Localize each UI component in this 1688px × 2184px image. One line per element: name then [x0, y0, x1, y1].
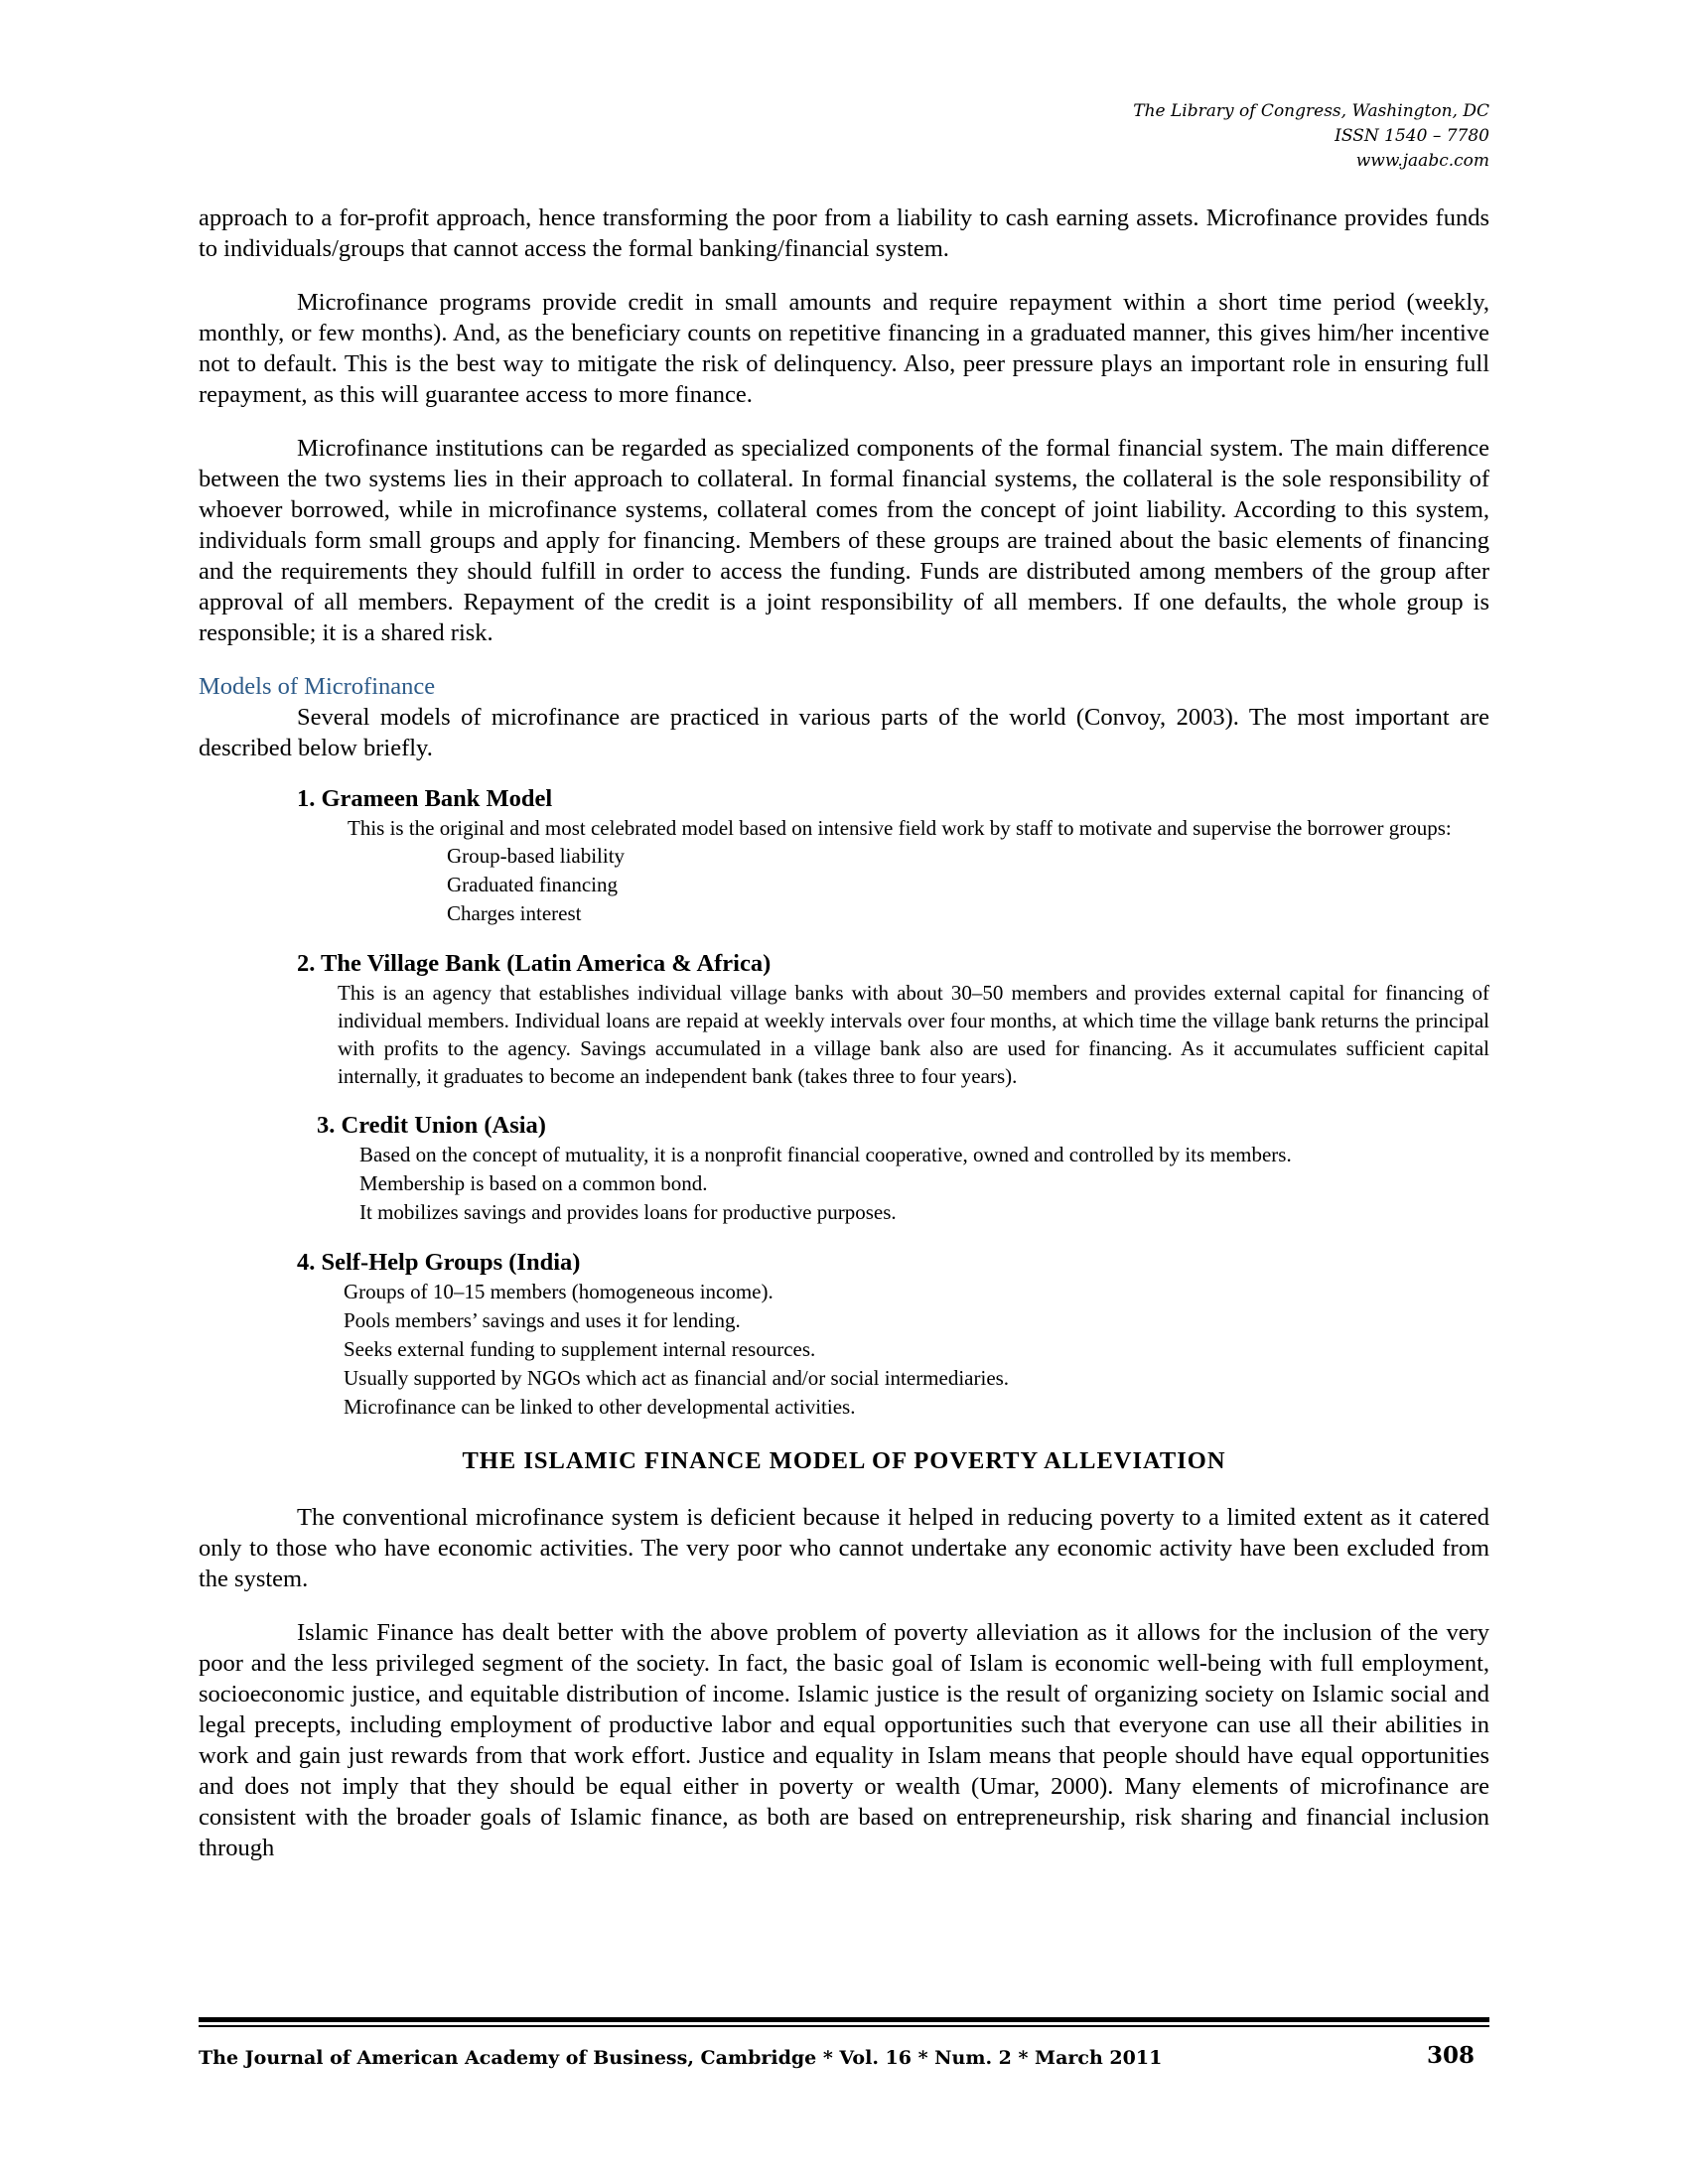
- model-feature: Charges interest: [447, 901, 582, 925]
- header-website: www.jaabc.com: [1355, 151, 1489, 171]
- model-feature: Seeks external funding to supplement internal resources.: [344, 1337, 816, 1361]
- running-footer: [199, 2042, 1489, 2071]
- model-description: This is an agency that establishes individual village banks with about 30–50 members and provides external capital for financing of individual members. Individual loans are repaid at weekly intervals over four months, at which time the village bank returns the principal with profits to the agency. Savings accumulated in a village bank also are used for financing. As it accumulates sufficient capital internally, it graduates to become an independent bank (takes three to four years).: [338, 981, 1489, 1088]
- header-issn: ISSN 1540 – 7780: [1335, 126, 1489, 146]
- footer-journal-info: The Journal of American Academy of Business, Cambridge * Vol. 16 * Num. 2 * March 2011: [199, 2047, 1163, 2069]
- paragraph: Microfinance institutions can be regarded as specialized components of the formal financial system. The main difference between the two systems lies in their approach to collateral. In formal financial systems, the collateral is the sole responsibility of whoever borrowed, while in microfinance systems, collateral comes from the concept of joint liability. According to this system, individuals form small groups and apply for financing. Members of these groups are trained about the basic elements of financing and the requirements they should fulfill in order to access the funding. Funds are distributed among members of the group after approval of all members. Repayment of the credit is a joint responsibility of all members. If one defaults, the whole group is responsible; it is a shared risk.: [199, 435, 1489, 646]
- model-credit-union: [199, 1111, 1489, 1227]
- model-feature: It mobilizes savings and provides loans for productive purposes.: [359, 1200, 897, 1224]
- paragraph: Microfinance programs provide credit in small amounts and require repayment within a short time period (weekly, monthly, or few months). And, as the beneficiary counts on repetitive financing in a graduated manner, this gives him/her incentive not to default. This is the best way to mitigate the risk of delinquency. Also, peer pressure plays an important role in ensuring full repayment, as this will guarantee access to more finance.: [199, 289, 1489, 408]
- body-text: [199, 203, 1489, 1886]
- model-feature: Groups of 10–15 members (homogeneous income).: [344, 1280, 774, 1303]
- model-feature: Usually supported by NGOs which act as financial and/or social intermediaries.: [344, 1366, 1010, 1390]
- section-heading-islamic-finance: THE ISLAMIC FINANCE MODEL OF POVERTY ALLEVIATION: [462, 1447, 1226, 1474]
- model-feature: Based on the concept of mutuality, it is a nonprofit financial cooperative, owned and controlled by its members.: [359, 1143, 1292, 1166]
- footer-rule-thick: [199, 2017, 1489, 2022]
- model-grameen: [199, 784, 1489, 928]
- model-title: 1. Grameen Bank Model: [297, 785, 553, 812]
- model-feature: Group-based liability: [447, 844, 626, 868]
- document-page: [199, 0, 1489, 2184]
- paragraph: Islamic Finance has dealt better with the above problem of poverty alleviation as it allows for the inclusion of the very poor and the less privileged segment of the society. In fact, the basic goal of Islam is economic well-being with full employment, socioeconomic justice, and equitable distribution of income. Islamic justice is the result of organizing society on Islamic social and legal precepts, including employment of productive labor and equal opportunities such that everyone can use all their abilities in work and gain just rewards from that work effort. Justice and equality in Islam means that people should have equal opportunities and does not imply that they should be equal either in poverty or wealth (Umar, 2000). Many elements of microfinance are consistent with the broader goals of Islamic finance, as both are based on entrepreneurship, risk sharing and financial inclusion through: [199, 1619, 1489, 1861]
- model-title: 2. The Village Bank (Latin America & Africa): [297, 950, 772, 977]
- page-number: 308: [1426, 2042, 1475, 2069]
- model-title: 4. Self-Help Groups (India): [297, 1249, 581, 1276]
- header-publisher: The Library of Congress, Washington, DC: [1133, 101, 1489, 121]
- paragraph: Several models of microfinance are practiced in various parts of the world (Convoy, 2003). The most important are described below briefly.: [199, 704, 1489, 761]
- model-feature: Graduated financing: [447, 873, 619, 896]
- model-title: 3. Credit Union (Asia): [317, 1112, 546, 1139]
- model-feature: Pools members’ savings and uses it for lending.: [344, 1308, 741, 1332]
- model-village-bank: [199, 949, 1489, 1090]
- running-header: [1133, 99, 1489, 174]
- model-description: This is the original and most celebrated model based on intensive field work by staff to motivate and supervise the borrower groups:: [348, 816, 1452, 840]
- model-self-help-groups: [199, 1248, 1489, 1422]
- model-feature: Membership is based on a common bond.: [359, 1171, 708, 1195]
- paragraph: approach to a for-profit approach, hence transforming the poor from a liability to cash earning assets. Microfinance provides funds to individuals/groups that cannot access the formal banking/financial system.: [199, 205, 1489, 262]
- paragraph: The conventional microfinance system is deficient because it helped in reducing poverty to a limited extent as it catered only to those who have economic activities. The very poor who cannot undertake any economic activity have been excluded from the system.: [199, 1504, 1489, 1592]
- section-heading-models: Models of Microfinance: [199, 673, 436, 700]
- model-feature: Microfinance can be linked to other developmental activities.: [344, 1395, 856, 1419]
- footer-rule-thin: [199, 2025, 1489, 2027]
